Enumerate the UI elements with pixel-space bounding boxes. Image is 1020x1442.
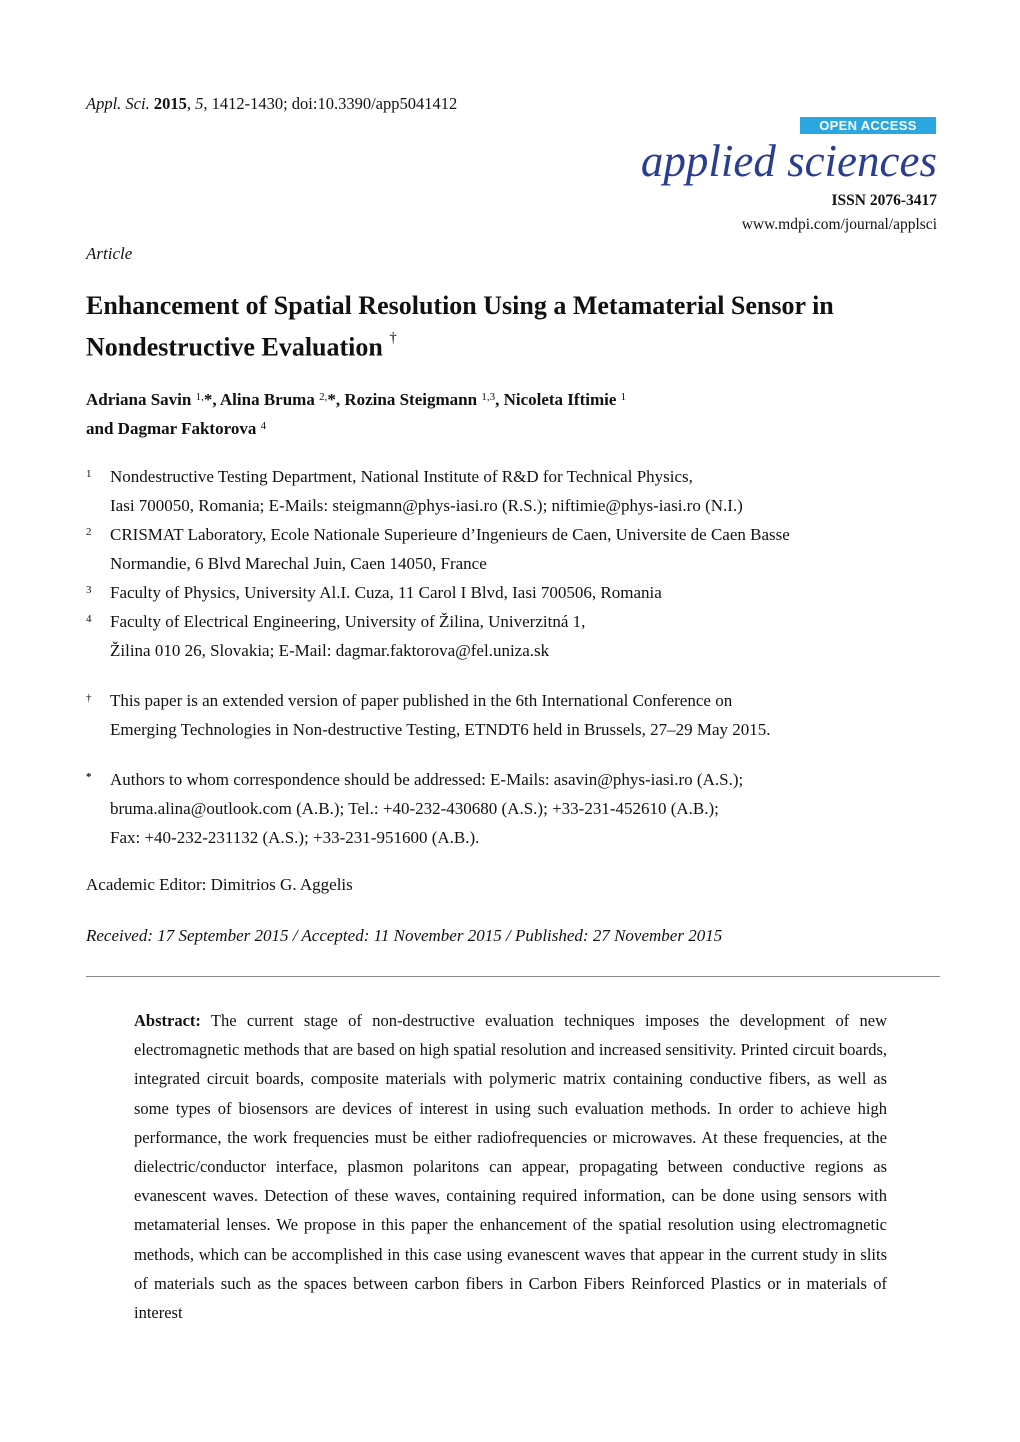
journal-abbreviation: Appl. Sci. (86, 94, 150, 113)
affiliation-line: Normandie, 6 Blvd Marechal Juin, Caen 14050, France (110, 554, 487, 573)
affiliation-number: 1 (86, 468, 92, 480)
author-list (86, 385, 946, 443)
open-access-badge: OPEN ACCESS (800, 117, 936, 134)
volume-number: 5 (195, 94, 204, 113)
affiliation-line: Faculty of Physics, University Al.I. Cuza, 11 Carol I Blvd, Iasi 700506, Romania (110, 583, 662, 602)
footnote-line: Authors to whom correspondence should be addressed: E-Mails: asavin@phys-iasi.ro (A.S.); (110, 770, 744, 789)
author-separator: , (212, 390, 220, 409)
author-name: Dagmar Faktorova (117, 419, 257, 438)
abstract-label: Abstract: (134, 1011, 201, 1030)
author-name: Adriana Savin (86, 390, 192, 409)
author-2 (220, 390, 344, 409)
affiliation-number: 4 (86, 613, 92, 625)
publication-year: 2015 (153, 94, 187, 113)
author-affiliation-ref: 2, (319, 391, 328, 403)
article-type: Article (86, 244, 133, 263)
author-connector: and (86, 419, 118, 438)
author-corresponding-mark: * (327, 390, 336, 409)
footnote-line: bruma.alina@outlook.com (A.B.); Tel.: +40-232-430680 (A.S.); +33-231-452610 (A.B.); (110, 799, 719, 818)
author-name: Alina Bruma (219, 390, 315, 409)
author-separator: , (495, 390, 504, 409)
author-corresponding-mark: * (203, 390, 213, 409)
paper-title-text: Enhancement of Spatial Resolution Using a Metamaterial Sensor in Nondestructive Evaluation (86, 291, 834, 362)
abstract (134, 1006, 887, 1327)
academic-editor: Academic Editor: Dimitrios G. Aggelis (86, 875, 353, 894)
paper-title (86, 288, 946, 366)
author-3 (344, 390, 503, 409)
affiliation-line: Nondestructive Testing Department, National Institute of R&D for Technical Physics, (110, 467, 693, 486)
title-dagger-mark: † (389, 330, 397, 346)
author-4 (504, 390, 627, 409)
affiliation-line: Iasi 700050, Romania; E-Mails: steigmann@phys-iasi.ro (R.S.); niftimie@phys-iasi.ro (N.I.) (110, 496, 743, 515)
affiliation-line: CRISMAT Laboratory, Ecole Nationale Superieure d’Ingenieurs de Caen, Universite de Caen Basse (110, 525, 790, 544)
author-name: Nicoleta Iftimie (503, 390, 617, 409)
pages-doi: , 1412-1430; doi:10.3390/app5041412 (203, 94, 458, 113)
dagger-mark: † (86, 692, 92, 704)
author-affiliation-ref: 1,3 (481, 391, 496, 403)
author-name: Rozina Steigmann (344, 390, 478, 409)
citation-line: Appl. Sci. 2015, 5, 1412-1430; doi:10.3390/app5041412 (86, 94, 458, 113)
author-separator: , (335, 390, 345, 409)
affiliation-number: 3 (86, 584, 92, 596)
journal-name: applied sciences (640, 136, 937, 186)
affiliation-number: 2 (86, 526, 92, 538)
author-affiliation-ref: 1 (620, 391, 627, 403)
author-1 (86, 390, 220, 409)
issn: ISSN 2076-3417 (831, 192, 937, 209)
publication-dates: Received: 17 September 2015 / Accepted: 11 November 2015 / Published: 27 November 2015 (86, 926, 723, 945)
author-5 (86, 419, 266, 438)
asterisk-mark: * (86, 771, 92, 783)
affiliation-line: Faculty of Electrical Engineering, University of Žilina, Univerzitná 1, (110, 612, 586, 631)
section-divider (86, 976, 940, 977)
footnote-line: Fax: +40-232-231132 (A.S.); +33-231-951600 (A.B.). (110, 828, 480, 847)
journal-url[interactable]: www.mdpi.com/journal/applsci (741, 216, 937, 233)
author-affiliation-ref: 1, (195, 391, 204, 403)
affiliation-line: Žilina 010 26, Slovakia; E-Mail: dagmar.faktorova@fel.uniza.sk (110, 641, 550, 660)
abstract-text: The current stage of non-destructive evaluation techniques imposes the development of new electromagnetic methods that are based on high spatial resolution and increased sensitivity. Printed circuit boards, integrated circuit boards, composite materials with polymeric matrix containing conductive fibers, as well as some types of biosensors are devices of interest in using such evaluation methods. In order to achieve high performance, the work frequencies must be either radiofrequencies or microwaves. At these frequencies, at the dielectric/conductor interface, plasmon polaritons can appear, propagating between conductive regions as evanescent waves. Detection of these waves, containing required information, can be done using sensors with metamaterial lenses. We propose in this paper the enhancement of the spatial resolution using electromagnetic methods, which can be accomplished in this case using evanescent waves that appear in the current study in slits of materials such as the spaces between carbon fibers in Carbon Fibers Reinforced Plastics or in materials of interest (134, 1011, 887, 1323)
footnote-line: Emerging Technologies in Non-destructive Testing, ETNDT6 held in Brussels, 27–29 May 2015. (110, 720, 771, 739)
footnote-line: This paper is an extended version of paper published in the 6th International Conference on (110, 691, 733, 710)
author-affiliation-ref: 4 (260, 420, 267, 432)
